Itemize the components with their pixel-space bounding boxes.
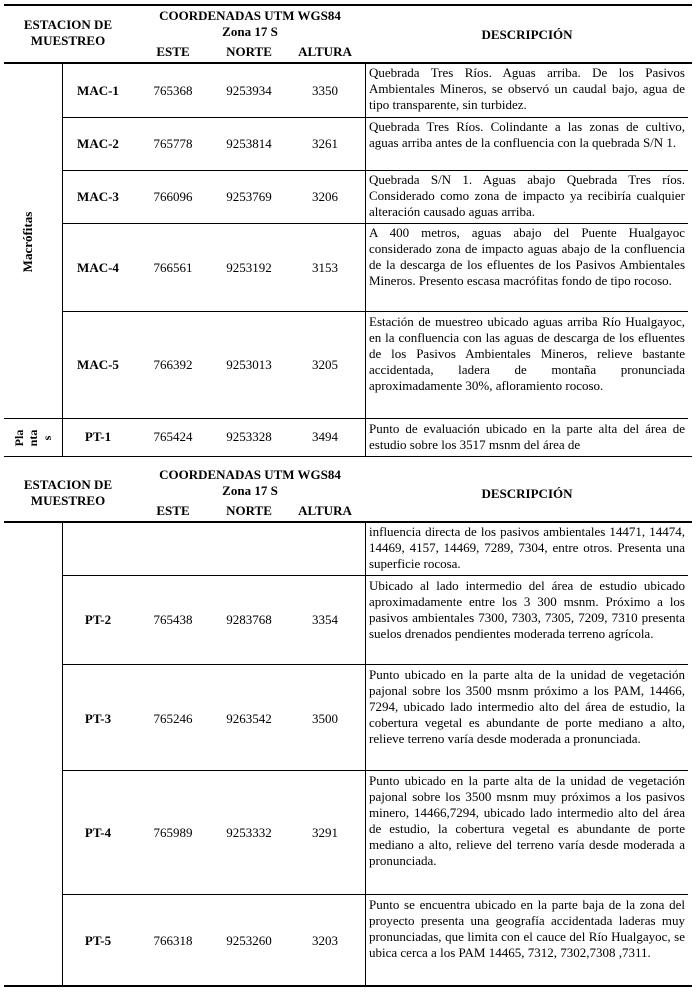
divider-desc-col [365,63,366,456]
row-description: Estación de muestreo ubicado aguas arriba Río Hualgayoc, en la confluencia con las aguas de descarga de los efluentes de los Pasivos Ambientales Mineros, relieve bastante accidentada, ladera de montaña pronunciada aproximadamente 30%, afloramiento rocoso. [369,314,685,393]
row-este: 766392 [153,357,193,372]
header-este-repeat: ESTE [156,503,190,518]
row-description: Punto ubicado en la parte alta de la unidad de vegetación pajonal sobre los 3500 msnm muy próximos a los pasivos minero, 14466,7294, ubicado lado intermedio alto del área de estudio, la cobertura vegetal es abundante de porte mediano a alto, relieve del terreno varía desde moderada a pronunciada. [369,773,685,868]
header-coord-title-repeat: COORDENADAS UTM WGS84 [159,467,341,482]
row-code: MAC-2 [77,136,119,151]
row-norte: 9253260 [226,933,272,948]
row-altura: 3500 [312,711,338,726]
row-este: 765424 [153,429,193,444]
row-altura: 3205 [312,357,338,372]
row-code: PT-3 [84,711,112,726]
row-description: Quebrada Tres Ríos. Aguas arriba. De los Pasivos Ambientales Mineros, se observó un caudal bajo, agua de tipo transparente, sin turbidez. [369,65,685,112]
row-divider [62,664,688,665]
header-zona: Zona 17 S [222,24,278,39]
row-description: Punto ubicado en la parte alta de la unidad de vegetación pajonal sobre los 3500 msnm próximo a los PAM, 14466, 7294, ubicado lado intermedio alto del área de estudio, la cobertura vegetal es abundante de porte mediano a alto, relieve terreno varía desde moderada a pronunciada. [369,667,685,746]
group-label-macrofitas: Macrófitas [20,211,35,273]
row-divider [62,894,688,895]
row-code: PT-1 [84,429,112,444]
row-norte: 9253192 [226,260,272,275]
row-este: 766096 [153,189,193,204]
row-description: A 400 metros, aguas abajo del Puente Hualgayoc considerado zona de impacto aguas abajo de la confluencia de la descarga de los efluentes de los Pasivos Ambientales Mineros. Presento escasa macrófitas fondo de tipo rocoso. [369,225,685,288]
row-description: influencia directa de los pasivos ambientales 14471, 14474, 14469, 4157, 14469, 7289, 7304, entre otros. Presenta una superficie rocosa. [369,524,685,571]
row-altura: 3494 [312,429,338,444]
row-altura: 3350 [312,83,338,98]
row-description: Quebrada Tres Ríos. Colindante a las zonas de cultivo, aguas arriba antes de la confluencia con la quebrada S/N 1. [369,119,685,150]
row-altura: 3206 [312,189,338,204]
table-break-rule [4,456,692,457]
divider-group-col-2 [62,522,63,985]
row-este: 765989 [153,825,193,840]
header-descripcion-repeat: DESCRIPCIÓN [481,486,573,501]
row-norte: 9263542 [226,711,272,726]
table-top-rule [4,4,692,6]
row-norte: 9253332 [226,825,272,840]
header-zona-repeat: Zona 17 S [222,483,278,498]
header-coord-title: COORDENADAS UTM WGS84 [159,8,341,23]
row-divider [4,418,688,419]
row-description: Punto se encuentra ubicado en la parte baja de la zona del proyecto presenta una geografía accidentada laderas muy pronunciadas, que limita con el cauce del Río Hualgayoc, se ubica cerca a los PAM 14465, 7312, 7302,7308 ,7311. [369,897,685,960]
header-estacion-repeat: ESTACION DE MUESTREO [23,477,113,508]
row-altura: 3354 [312,612,338,627]
row-code: MAC-3 [77,189,119,204]
row-norte: 9253814 [226,136,272,151]
row-code: PT-4 [84,825,112,840]
group-label-plantas-2: nta [26,429,40,447]
row-description: Punto de evaluación ubicado en la parte alta del área de estudio sobre los 3517 msnm del área de [369,421,685,452]
header-bottom-rule [4,62,692,64]
group-label-plantas-3: s [40,435,54,441]
row-norte: 9283768 [226,612,272,627]
header-norte: NORTE [226,44,272,59]
divider-group-col [62,63,63,456]
header-norte-repeat: NORTE [226,503,272,518]
row-description: Ubicado al lado intermedio del área de estudio ubicado aproximadamente entre los 3 300 msnm. Próximo a los pasivos ambientales 7300, 7303, 7305, 7209, 7310 presenta suelos drenados pendientes moderada terreno agrícola. [369,578,685,641]
row-altura: 3203 [312,933,338,948]
header-descripcion: DESCRIPCIÓN [481,27,573,42]
row-divider [62,311,688,312]
row-code: PT-2 [84,612,112,627]
row-code: MAC-5 [77,357,119,372]
row-code: PT-5 [84,933,112,948]
header-estacion: ESTACION DE MUESTREO [23,17,113,48]
header-altura: ALTURA [298,44,352,59]
row-altura: 3261 [312,136,338,151]
table-bottom-rule [4,985,692,987]
row-norte: 9253328 [226,429,272,444]
header-este: ESTE [156,44,190,59]
row-divider [62,575,688,576]
row-code: MAC-1 [77,83,119,98]
group-label-plantas-1: Pla [12,429,26,447]
row-este: 766318 [153,933,193,948]
row-divider [62,170,688,171]
header-altura-repeat: ALTURA [298,503,352,518]
row-este: 766561 [153,260,193,275]
row-divider [62,117,688,118]
row-code: MAC-4 [77,260,119,275]
header-bottom-rule-repeat [4,521,692,523]
row-este: 765246 [153,711,193,726]
row-description: Quebrada S/N 1. Aguas abajo Quebrada Tres ríos. Considerado como zona de impacto ya recibiría cualquier alteración causado aguas arriba. [369,172,685,219]
row-este: 765438 [153,612,193,627]
row-altura: 3291 [312,825,338,840]
row-norte: 9253769 [226,189,272,204]
row-este: 765778 [153,136,193,151]
row-altura: 3153 [312,260,338,275]
row-divider [62,770,688,771]
row-divider [62,223,688,224]
row-este: 765368 [153,83,193,98]
divider-desc-col-2 [365,522,366,985]
row-norte: 9253013 [226,357,272,372]
row-norte: 9253934 [226,83,272,98]
